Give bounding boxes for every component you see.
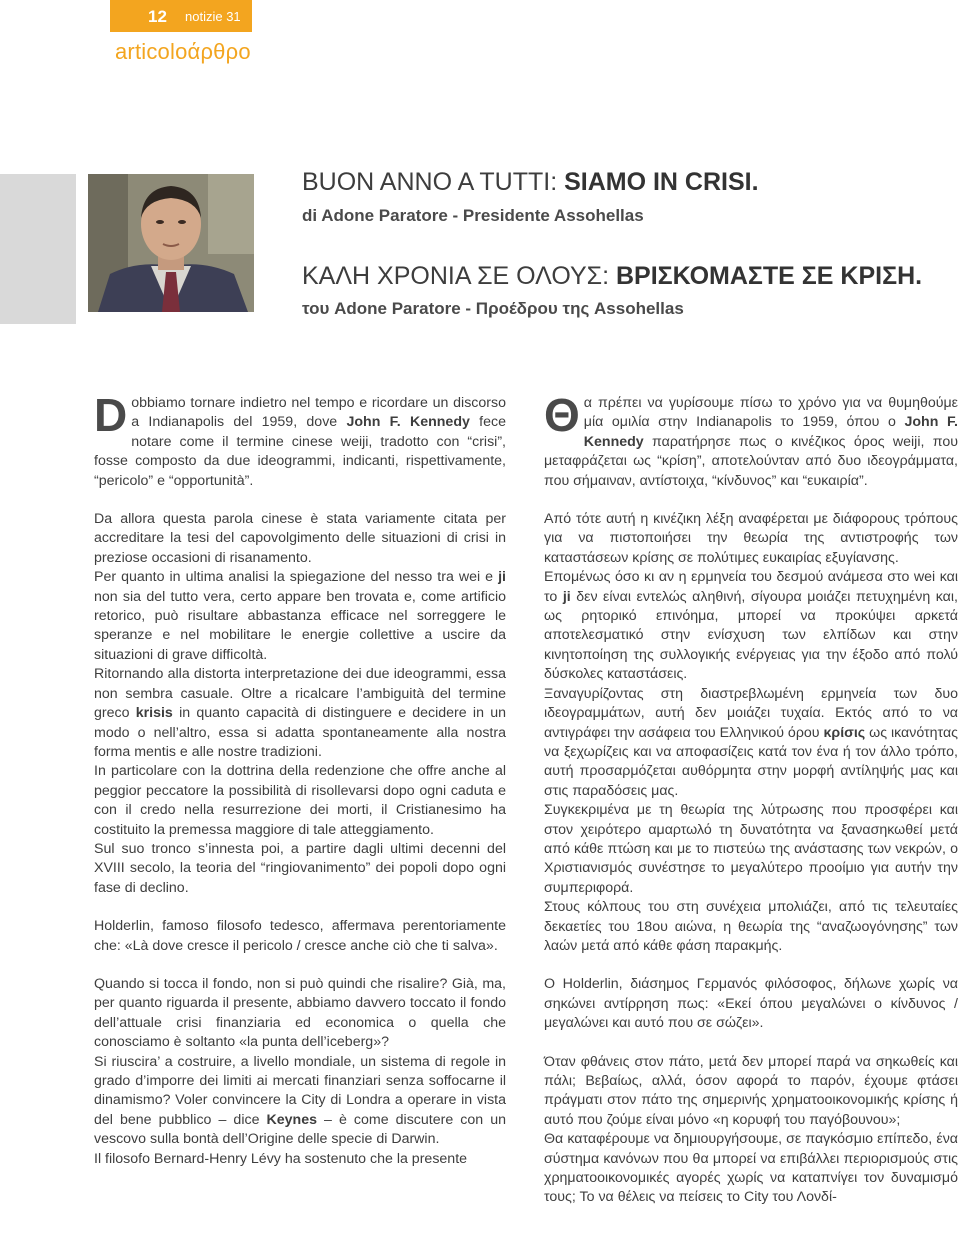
title-greek-plain: ΚΑΛΗ ΧΡΟΝΙΑ ΣΕ ΟΛΟΥΣ: (302, 262, 616, 290)
italian-intro-name: John F. Kennedy (346, 414, 470, 431)
italian-paragraph-8 (94, 1053, 506, 1150)
italian-intro-text-b: fece notare come il termine cinese weiji, tradotto con “crisi”, fosse composto da due ideogrammi, indicanti, rispettivamente, “pericolo” e “opportunità”. (94, 414, 506, 489)
title-greek (302, 262, 922, 291)
italian-p3-text-a: Ritornando alla distorta interpretazione dei due ideogrammi, essa non sembra casuale. Oltre a ricalcare l’ambiguità del termine greco (94, 666, 506, 722)
italian-p8-text-b: – è come discutere con un vescovo sulla bontà dell’Origine delle specie di Darwin. (94, 1111, 506, 1148)
greek-paragraph-5: Στους κόλπους του στη συνέχεια μπολιάζει, από τις τελευταίες δεκαετίες του 18ου αιώνα, η θεωρία της “αναζωογόνησης” των λαών μετά από κάθε φάση παρακμής. (544, 899, 958, 954)
greek-p2-text-b: δεν είναι εντελώς αληθινή, σίγουρα μοιάζει πετυχημένη και, ως ρητορικό επινόημα, μπορεί να προκύψει αρκετά αποτελεσματικό στην ενίσχυση των ελπίδων και στην κινητοποίηση της συλλογικής ενέργειας για την έξοδο από πολύ δύσκολες καταστάσεις. (544, 588, 958, 683)
italian-drop-cap: D (94, 389, 128, 441)
page-tab (110, 0, 252, 32)
decorative-gray-bar (0, 174, 76, 324)
greek-p2-text-a: Επομένως όσο κι αν η ερμηνεία του δεσμού ανάμεσα στο wei και το (544, 569, 958, 605)
greek-paragraph-2 (544, 568, 958, 684)
greek-paragraph-7: Όταν φθάνεις στον πάτο, μετά δεν μπορεί παρά να σηκωθείς και πάλι; Βεβαίως, αλλά, όσον αφορά το παρόν, έχουμε φτάσει πράγματι στον πάτο της σημερινής χρηματοοικονομικής κρίσης ή αυτό που ζούμε είναι μόνο «η κορυφή του παγόβουνου»; (544, 1053, 958, 1128)
italian-paragraph-7: Quando si tocca il fondo, non si può quindi che risalire? Già, ma, per quanto riguarda il presente, abbiamo davvero toccato il fondo dell’attuale crisi finanziaria ed economica o quella che conosciamo è soltanto «la punta dell’iceberg»? (94, 975, 506, 1051)
author-photo (88, 174, 254, 312)
title-italian-plain: BUON ANNO A TUTTI: (302, 168, 565, 196)
italian-p2-bold: ji (498, 569, 506, 586)
italian-paragraph-4: In particolare con la dottrina della redenzione che offre anche al peggior peccatore la possibilità di risollevarsi dopo ogni caduta e con il credo nella resurrezione dei morti, il Cristianesimo ha costituito la premessa maggiore di tale atteggiamento. (94, 763, 506, 838)
section-label-it: articolo (115, 39, 188, 64)
greek-p3-text-b: ως ικανότητας να ξεχωρίζεις και να αποφασίζεις κατά τον ένα ή τον άλλο τρόπο, αυτή προσαρμόζεται αυθόρμητα στην μορφή αντίληψής μας και στις παραδόσεις μας. (544, 724, 958, 799)
greek-paragraph-1: Από τότε αυτή η κινέζικη λέξη αναφέρεται με διάφορους τρόπους για να πιστοποιήσει την θεωρία της αντιστροφής των καταστάσεων κρίσης σε πολύτιμες ευκαιρίας εξυγίανσης. (544, 511, 958, 566)
greek-column (544, 389, 958, 1208)
italian-p3-text-b: in quanto capacità di distinguere e decidere in un modo o nell’altro, essa si adatta spontaneamente alla nostra forma mentis e alle nostre tradizioni. (94, 705, 506, 760)
title-greek-bold: ΒΡΙΣΚΟΜΑΣΤΕ ΣΕ ΚΡΙΣΗ. (616, 262, 923, 290)
greek-p2-bold: ji (562, 588, 571, 605)
greek-paragraph-8: Θα καταφέρουμε να δημιουργήσουμε, σε παγκόσμιο επίπεδο, ένα σύστημα κανόνων που θα μπορεί να επιβάλλει περιορισμούς στις χρηματοοικονομικές αγορές χωρίς να καταπνίγει τον δυναμισμό τους; Το να θέλεις να πείσεις το City του Λονδί- (544, 1131, 958, 1206)
italian-paragraph-1: Da allora questa parola cinese è stata variamente citata per accreditare la tesi del capovolgimento delle situazioni di crisi in preziose occasioni di risanamento. (94, 511, 506, 566)
greek-p3-bold: κρίσις (823, 724, 866, 741)
italian-paragraph-2 (94, 568, 506, 665)
italian-paragraph-5: Sul suo tronco s’innesta poi, a partire dagli ultimi decenni del XVIII secolo, la teoria del “ringiovanimento” dei popoli dopo ogni fase di declino. (94, 840, 506, 896)
greek-paragraph-4: Συγκεκριμένα με τη θεωρία της λύτρωσης που προσφέρει και στον χειρότερο αμαρτωλό τη δυνατότητα να ξανασηκωθεί μετά από κάθε πτώση και με το πιστεύω της ανάστασης των νεκρών, ο Χριστιανισμός συνέστησε το μεγαλύτερο προοίμιο για αυτήν την συμπεριφορά. (544, 802, 958, 896)
italian-intro (94, 389, 506, 491)
greek-intro (544, 389, 958, 491)
greek-paragraph-6: Ο Holderlin, διάσημος Γερμανός φιλόσοφος, δήλωνε χωρίς να σηκώνει αντίρρηση πως: «Εκεί όπου μεγαλώνει ο κίνδυνος / μεγαλώνει και αυτό που σε σώζει». (544, 976, 958, 1032)
italian-p8-text-a: Si riuscira’ a costruire, a livello mondiale, un sistema di regole in grado d’imporre dei limiti ai mercati finanziari senza soffocarne il dinamismo? Voler convincere la City di Londra a operare in vista del bene pubblico – dice (94, 1053, 506, 1128)
italian-p2-text-b: non sia del tutto vera, certo appare ben trovata e, come artificio retorico, può risultare abbastanza efficace nel sorreggere le speranze e nel mobilitare le energie collettive a uscire da situazioni di grave difficoltà. (94, 588, 506, 663)
greek-drop-cap: Θ (544, 389, 580, 441)
title-italian (302, 168, 759, 197)
greek-intro-name: John F. Kennedy (583, 414, 958, 450)
byline-italian: di Adone Paratore - Presidente Assohellas (302, 206, 644, 225)
italian-paragraph-3 (94, 665, 506, 762)
italian-intro-text-a: obbiamo tornare indietro nel tempo e ricordare un discorso a Indianapolis del 1959, dove (131, 395, 506, 431)
italian-p2-text-a: Per quanto in ultima analisi la spiegazione del nesso tra wei e (94, 569, 499, 586)
greek-intro-text-a: α πρέπει να γυρίσουμε πίσω το χρόνο για να θυμηθούμε μία ομιλία στην Indianapolis το 1959, όπου ο (583, 395, 958, 431)
section-label-gr: άρθρο (187, 39, 251, 64)
italian-p3-bold: krisis (135, 705, 173, 722)
page-number: 12 (148, 7, 167, 26)
section-label (115, 39, 251, 65)
author-portrait-image (88, 174, 254, 312)
italian-p8-bold: Keynes (266, 1111, 317, 1128)
italian-paragraph-9: Il filosofo Bernard-Henry Lévy ha sostenuto che la presente (94, 1150, 468, 1167)
greek-intro-text-b: παρατήρησε πως ο κινέζικος όρος weiji, που μεταφράζεται ως “κρίση”, αποτελούνταν από δυο ιδεογράμματα, που σήμαιναν, αντίστοιχα, “κίνδυνος” και “ευκαιρία”. (544, 433, 958, 489)
italian-paragraph-6: Holderlin, famoso filosofo tedesco, affermava perentoriamente che: «Là dove cresce il pericolo / cresce anche ciò che ti salva». (94, 918, 506, 954)
title-italian-bold: SIAMO IN CRISI. (564, 168, 759, 196)
italian-column (94, 389, 506, 1169)
greek-p3-text-a: Ξαναγυρίζοντας στη διαστρεβλωμένη ερμηνεία των δυο ιδεογραμμάτων, αυτή δεν μοιάζει τυχαία. Εκτός από το να αντιγράφει την ασάφεια του Ελληνικού όρου (544, 685, 958, 741)
byline-greek: του Adone Paratore - Προέδρου της Assohellas (302, 299, 684, 318)
issue-label: notizie 31 (185, 9, 241, 24)
greek-paragraph-3 (544, 685, 958, 801)
